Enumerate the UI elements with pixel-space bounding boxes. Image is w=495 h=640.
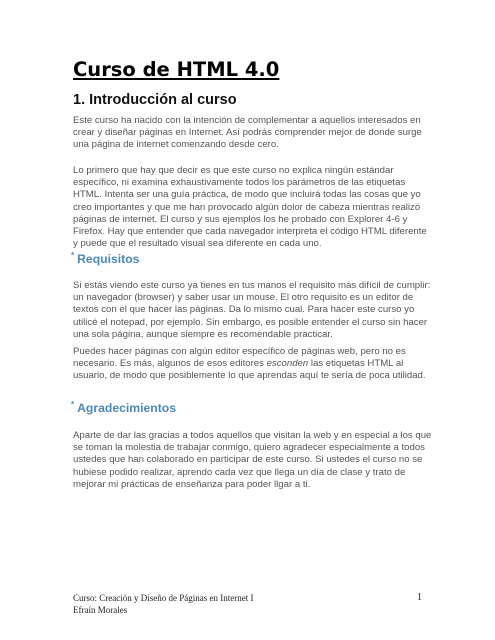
document-title: Curso de HTML 4.0 [73, 58, 280, 81]
page-footer [73, 593, 253, 616]
requisitos-paragraph-1: Si estás viendo este curso ya tienes en tus manos el requisito más difícil de cumplir: un navegador (browser) y saber usar un mouse. El otro requisito es un editor de textos con el que hacer las páginas. Da lo mismo cual. Para hacer este curso yo utilicé el notepad, por ejemplo. Sin embargo, es posible entender el curso sin hacer una sola página, aunque siempre es recomendable practicar. [73, 280, 431, 340]
footer-course-name: Curso: Creación y Diseño de Páginas en Internet I [73, 593, 254, 603]
section-heading: 1. Introducción al curso [73, 92, 237, 108]
bullet-marker-icon: * [71, 400, 75, 409]
requisitos-heading-text: Requisitos [77, 252, 140, 267]
page-number: 1 [417, 592, 422, 603]
intro-paragraph-1: Este curso ha nacido con la intención de complementar a aquellos interesados en crear y diseñar páginas en Internet. Así podrás comprender mejor de donde surge una página de internet comenzando desde cero. [73, 115, 422, 151]
agradecimientos-paragraph: Aparte de dar las gracias a todos aquellos que visitan la web y en especial a los que se toman la molestia de trabajar conmigo, quiero agradecer especialmente a todos ustedes que han colaborado en participar de este curso. Si ustedes el curso no se hubiese podido realizar, aprendo cada vez que llega un día de clase y trato de mejorar mi prácticas de enseñanza para poder llgar a ti. [73, 430, 432, 490]
footer-author: Efraín Morales [73, 604, 128, 615]
bullet-marker-icon: * [71, 251, 75, 260]
requisitos-p2-text-end: las etiquetas HTML al usuario, de modo que posiblemente lo que aprendas aquí te sería de poca utilidad. [73, 358, 426, 382]
intro-paragraph-2: Lo primero que hay que decir es que este curso no explica ningún estándar específico, ni examina exhaustivamente todos los parámetros de las etiquetas HTML. Intenta ser una guía práctica, de modo que incluirá todas las cosas que yo creo importantes y que me han provocado algún dolor de cabeza mientras realizó páginas de internet. El curso y sus ejemplos los he probado con Explorer 4-6 y Firefox. Hay que entender que cada navegador interpreta el código HTML diferente y puede que el resultado visual sea diferente en cada uno. [73, 165, 427, 250]
agradecimientos-heading [71, 400, 176, 415]
requisitos-p2-text: Puedes hacer páginas con algún editor específico de páginas web, pero no es necesario. Es más, algunos de esos editores [73, 346, 406, 370]
requisitos-heading [71, 251, 139, 266]
requisitos-p2-emphasis: esconden [266, 358, 309, 370]
agradecimientos-heading-text: Agradecimientos [77, 401, 177, 416]
requisitos-paragraph-2 [73, 346, 433, 383]
